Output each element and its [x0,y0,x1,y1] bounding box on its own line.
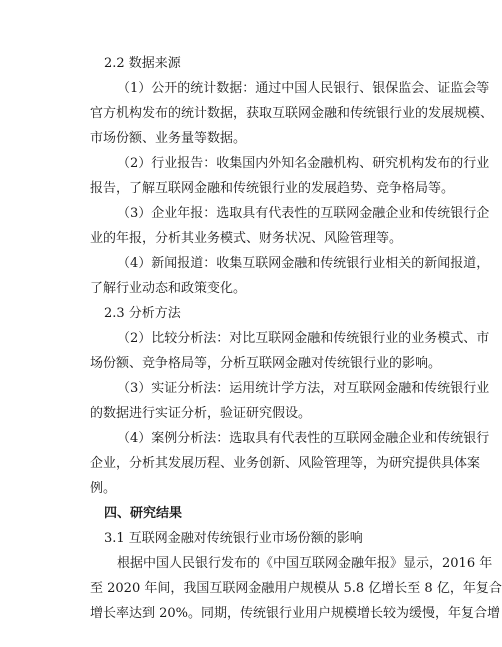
paragraph-line: 市场份额、业务量等数据。 [90,131,247,146]
paragraph-line: 官方机构发布的统计数据，获取互联网金融和传统银行业的发展规模、 [90,106,494,121]
section-heading-2-3: 2.3 分析方法 [104,306,181,321]
paragraph-line: 根据中国人民银行发布的《中国互联网金融年报》显示，2016 年 [117,556,493,571]
paragraph-line: 例。 [90,481,117,496]
paragraph-line: 至 2020 年间，我国互联网金融用户规模从 5.8 亿增长至 8 亿，年复合 [90,581,502,596]
paragraph-line: 报告，了解互联网金融和传统银行业的发展趋势、竞争格局等。 [90,181,455,196]
paragraph-line: （4）案例分析法：选取具有代表性的互联网金融企业和传统银行 [117,431,490,446]
paragraph-line: （1）公开的统计数据：通过中国人民银行、银保监会、证监会等 [117,81,490,96]
paragraph-line: （3）实证分析法：运用统计学方法，对互联网金融和传统银行业 [117,381,490,396]
paragraph-line: （2）行业报告：收集国内外知名金融机构、研究机构发布的行业 [117,156,490,171]
paragraph-line: 的数据进行实证分析，验证研究假设。 [90,406,312,421]
section-heading-3-1: 3.1 互联网金融对传统银行业市场份额的影响 [104,531,363,546]
paragraph-line: （3）企业年报：选取具有代表性的互联网金融企业和传统银行企 [117,206,490,221]
chapter-heading-results: 四、研究结果 [104,506,183,521]
paragraph-line: 企业，分析其发展历程、业务创新、风险管理等，为研究提供具体案 [90,456,481,471]
section-heading-2-2: 2.2 数据来源 [104,56,181,71]
paragraph-line: 增长率达到 20%。同期，传统银行业用户规模增长较为缓慢，年复合增 [90,606,501,621]
paragraph-line: 了解行业动态和政策变化。 [90,281,247,296]
paragraph-line: 业的年报，分析其业务模式、财务状况、风险管理等。 [90,231,403,246]
paragraph-line: 场份额、竞争格局等，分析互联网金融对传统银行业的影响。 [90,356,442,371]
paragraph-line: （4）新闻报道：收集互联网金融和传统银行业相关的新闻报道， [117,256,490,271]
paragraph-line: （2）比较分析法：对比互联网金融和传统银行业的业务模式、市 [117,331,490,346]
